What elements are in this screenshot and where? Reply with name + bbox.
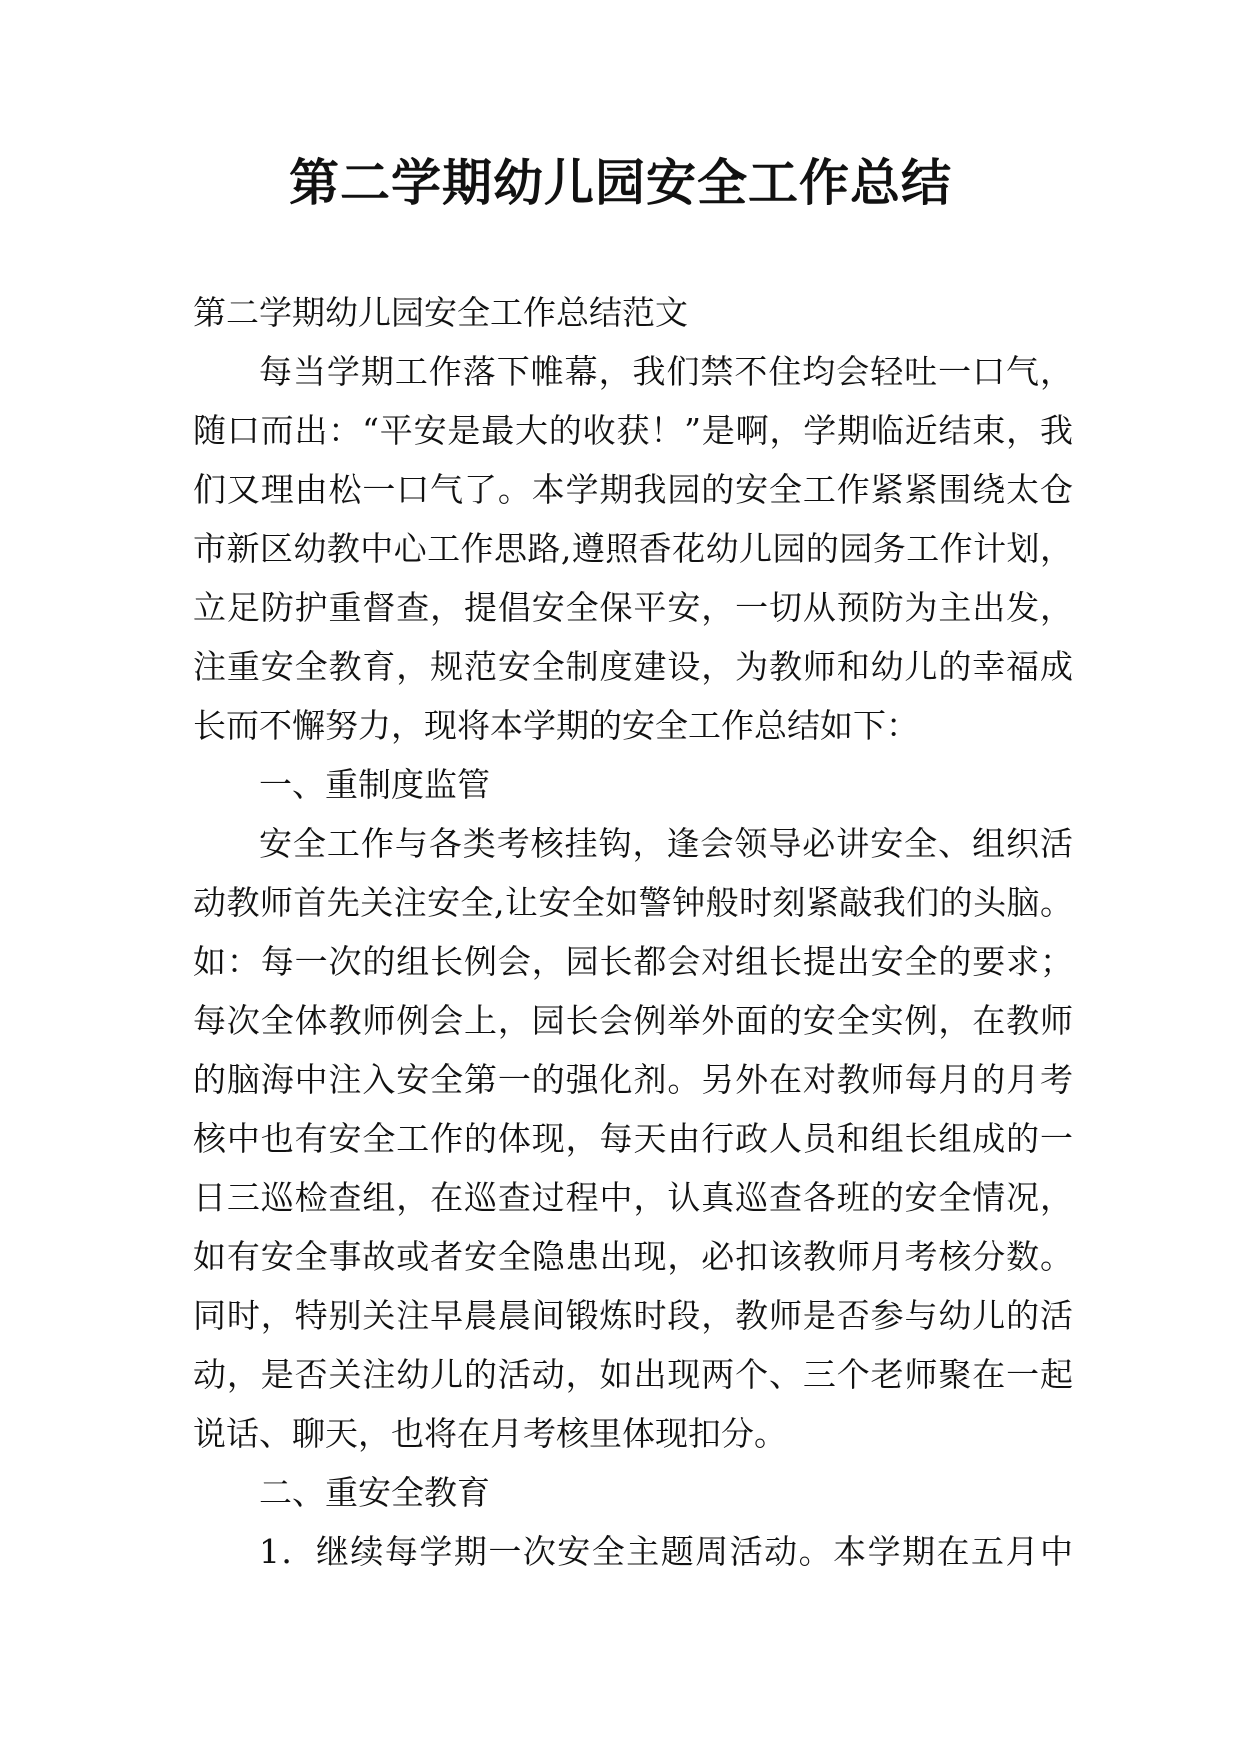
paragraph-line: 如：每一次的组长例会，园长都会对组长提出安全的要求； [193,942,1073,981]
paragraph-line: 立足防护重督查，提倡安全保平安，一切从预防为主出发， [193,588,1073,627]
paragraph-line: 长而不懈努力，现将本学期的安全工作总结如下： [193,706,919,745]
paragraph-line: 每当学期工作落下帷幕，我们禁不住均会轻吐一口气， [259,352,1073,391]
paragraph-line: 核中也有安全工作的体现，每天由行政人员和组长组成的一 [193,1119,1073,1158]
document-body [193,283,1073,1581]
paragraph-line: 动，是否关注幼儿的活动，如出现两个、三个老师聚在一起 [193,1355,1073,1394]
paragraph-line: 动教师首先关注安全,让安全如警钟般时刻紧敲我们的头脑。 [193,883,1073,922]
paragraph-line: 们又理由松一口气了。本学期我园的安全工作紧紧围绕太仓 [193,470,1073,509]
document-title: 第二学期幼儿园安全工作总结 [289,153,952,212]
paragraph-line: 日三巡检查组，在巡查过程中，认真巡查各班的安全情况， [193,1178,1073,1217]
section-heading: 一、重制度监管 [259,765,490,804]
paragraph-line: 安全工作与各类考核挂钩，逢会领导必讲安全、组织活 [259,824,1073,863]
paragraph-line: 每次全体教师例会上，园长会例举外面的安全实例，在教师 [193,1001,1073,1040]
paragraph-line: 说话、聊天，也将在月考核里体现扣分。 [193,1414,787,1453]
paragraph-line: 同时，特别关注早晨晨间锻炼时段，教师是否参与幼儿的活 [193,1296,1073,1335]
paragraph-line: 注重安全教育，规范安全制度建设，为教师和幼儿的幸福成 [193,647,1073,686]
subtitle-line: 第二学期幼儿园安全工作总结范文 [193,293,688,332]
paragraph-line: 市新区幼教中心工作思路,遵照香花幼儿园的园务工作计划， [193,529,1073,568]
paragraph-line: 的脑海中注入安全第一的强化剂。另外在对教师每月的月考 [193,1060,1073,1099]
paragraph-line: 随口而出：“平安是最大的收获！”是啊，学期临近结束，我 [193,411,1073,450]
section-heading: 二、重安全教育 [259,1473,490,1512]
paragraph-line: 1．继续每学期一次安全主题周活动。本学期在五月中 [259,1532,1073,1571]
paragraph-line: 如有安全事故或者安全隐患出现，必扣该教师月考核分数。 [193,1237,1073,1276]
